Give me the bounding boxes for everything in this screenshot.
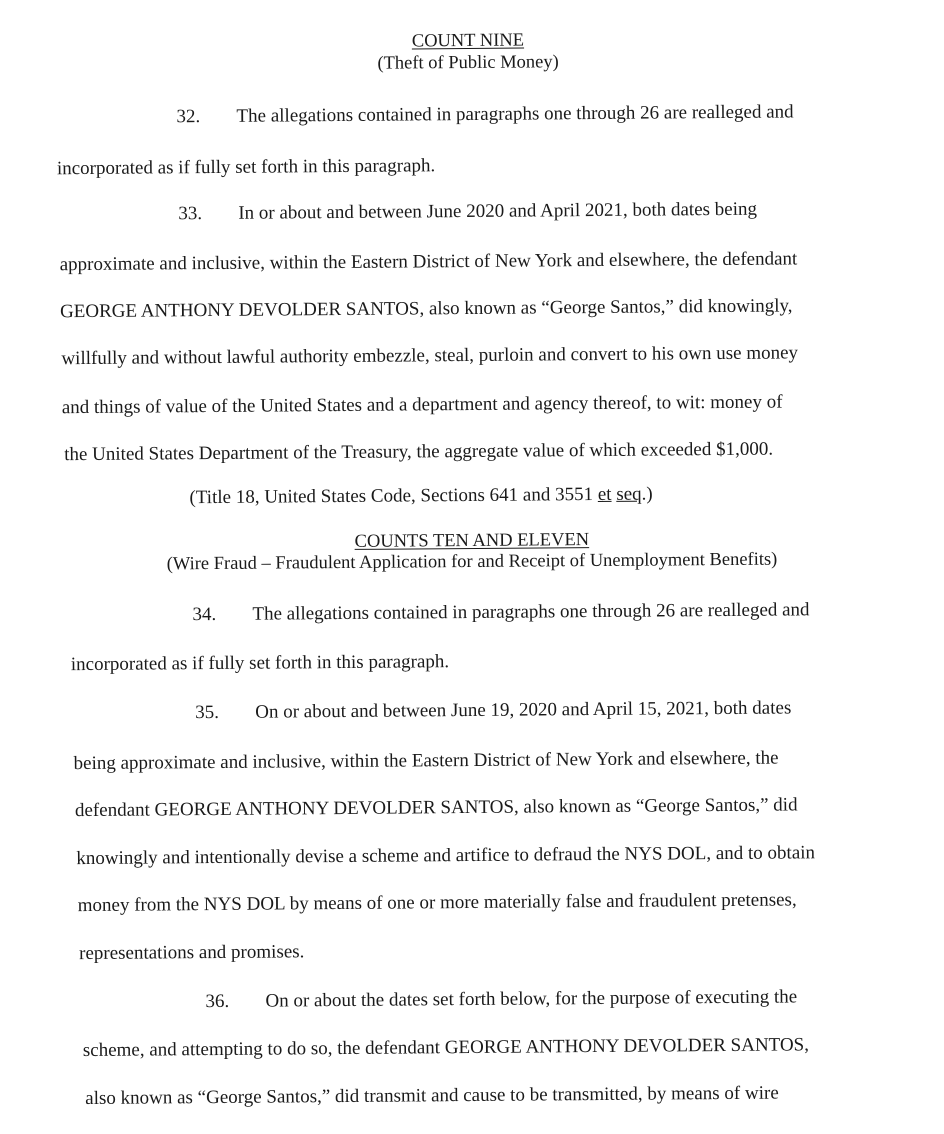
paragraph-33-first-line: 33. In or about and between June 2020 and April 2021, both dates being — [178, 198, 758, 225]
paragraph-35-line: being approximate and inclusive, within the Eastern District of New York and elsewhere, the — [73, 747, 779, 775]
paragraph-number: 33. — [178, 203, 203, 225]
count-nine-title: COUNT NINE — [411, 30, 525, 52]
paragraph-35-line: representations and promises. — [78, 941, 305, 965]
paragraph-33-line: and things of value of the United States and a department and agency thereof, to wit: money of — [61, 391, 783, 419]
paragraph-32-line: incorporated as if fully set forth in this paragraph. — [56, 155, 436, 180]
paragraph-number: 35. — [195, 701, 220, 724]
paragraph-number: 36. — [205, 990, 230, 1013]
paragraph-36-line: also known as “George Santos,” did transmit and cause to be transmitted, by means of wire — [85, 1082, 779, 1110]
paragraph-36-line: scheme, and attempting to do so, the defendant GEORGE ANTHONY DEVOLDER SANTOS, — [82, 1034, 810, 1062]
paragraph-35-line: money from the NYS DOL by means of one or more materially false and fraudulent pretenses, — [77, 889, 797, 917]
counts-ten-eleven-title: COUNTS TEN AND ELEVEN — [354, 530, 590, 552]
counts-ten-eleven-subtitle: (Wire Fraud – Fraudulent Application for and Receipt of Unemployment Benefits) — [166, 549, 778, 575]
paragraph-33-line: GEORGE ANTHONY DEVOLDER SANTOS, also known as “George Santos,” did knowingly, — [59, 295, 793, 323]
paragraph-33-line: willfully and without lawful authority embezzle, steal, purloin and convert to his own use money — [61, 342, 799, 370]
paragraph-35-line: defendant GEORGE ANTHONY DEVOLDER SANTOS, also known as “George Santos,” did — [74, 794, 798, 822]
count-nine-subtitle: (Theft of Public Money) — [377, 52, 559, 74]
paragraph-number: 32. — [176, 106, 201, 128]
statute-citation: (Title 18, United States Code, Sections 641 and 3551 et seq.) — [189, 483, 653, 509]
paragraph-number: 34. — [192, 603, 217, 626]
paragraph-34-line: incorporated as if fully set forth in this paragraph. — [70, 651, 450, 676]
paragraph-32-first-line: 32. The allegations contained in paragraphs one through 26 are realleged and — [176, 101, 794, 128]
paragraph-35-line: knowingly and intentionally devise a scheme and artifice to defraud the NYS DOL, and to obtain — [76, 842, 816, 870]
paragraph-33-line: approximate and inclusive, within the Eastern District of New York and elsewhere, the defendant — [59, 248, 798, 276]
paragraph-33-line: the United States Department of the Treasury, the aggregate value of which exceeded $1,000. — [64, 438, 774, 466]
paragraph-34-first-line: 34. The allegations contained in paragraphs one through 26 are realleged and — [192, 599, 810, 626]
paragraph-36-first-line: 36. On or about the dates set forth below, for the purpose of executing the — [205, 986, 798, 1013]
paragraph-35-first-line: 35. On or about and between June 19, 2020 and April 15, 2021, both dates — [195, 697, 792, 724]
